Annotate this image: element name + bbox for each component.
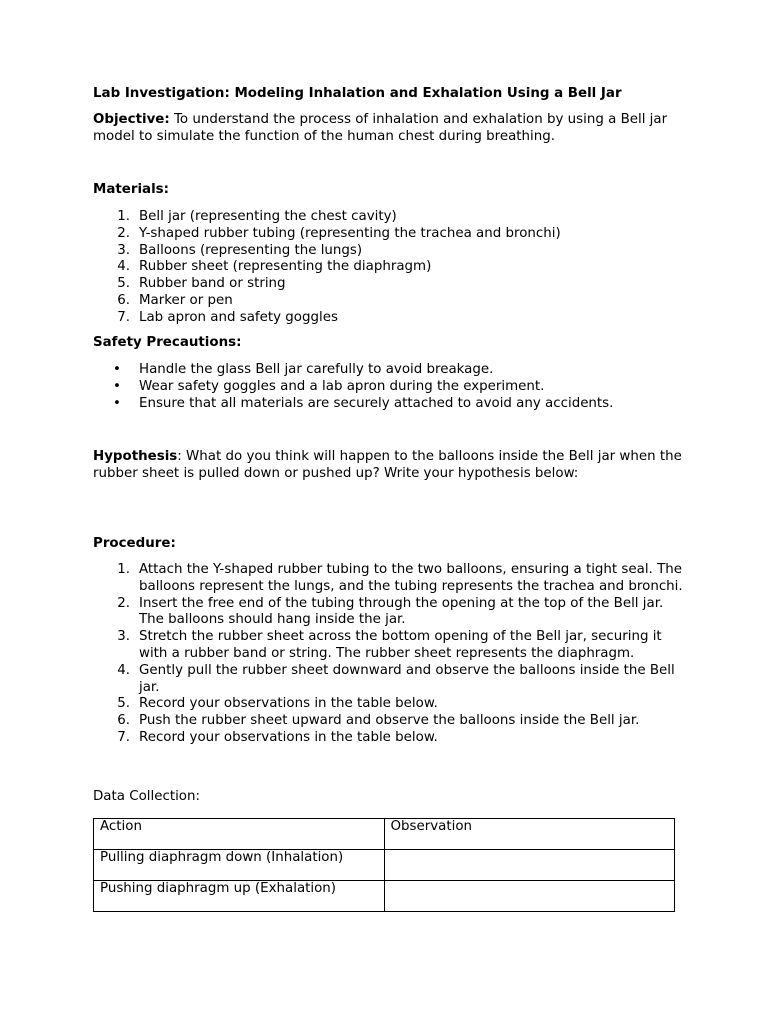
hypothesis-text: : What do you think will happen to the balloons inside the Bell jar when the rubber sheet is pulled down or pushed up? Write your hypothesis below: bbox=[93, 449, 682, 481]
table-cell-empty bbox=[384, 881, 675, 912]
materials-list bbox=[93, 209, 683, 327]
list-number: 2. bbox=[117, 595, 130, 611]
objective-text: To understand the process of inhalation and exhalation by using a Bell jar model to simulate the function of the human chest during breathing. bbox=[93, 112, 668, 144]
bullet-icon: • bbox=[113, 362, 121, 377]
list-item bbox=[93, 243, 683, 260]
list-item bbox=[93, 226, 683, 243]
list-item bbox=[93, 259, 683, 276]
list-number: 4. bbox=[117, 259, 130, 275]
list-item-text: Y-shaped rubber tubing (representing the trachea and bronchi) bbox=[139, 225, 561, 241]
list-item-text: Balloons (representing the lungs) bbox=[139, 242, 363, 258]
list-item-text: Marker or pen bbox=[139, 292, 233, 308]
safety-list bbox=[93, 362, 683, 412]
hypothesis-paragraph bbox=[93, 449, 683, 483]
list-item bbox=[93, 276, 683, 293]
list-item-text: Ensure that all materials are securely attached to avoid any accidents. bbox=[139, 395, 614, 411]
data-collection-table bbox=[93, 818, 675, 912]
list-item-text: Handle the glass Bell jar carefully to avoid breakage. bbox=[139, 362, 494, 377]
list-item-text: Record your observations in the table below. bbox=[139, 729, 438, 745]
safety-heading: Safety Precautions: bbox=[93, 335, 242, 350]
list-number: 6. bbox=[117, 713, 130, 729]
list-item bbox=[93, 730, 683, 747]
data-collection-label: Data Collection: bbox=[93, 789, 200, 804]
table-row bbox=[94, 850, 675, 881]
table-header-row bbox=[94, 819, 675, 850]
table-header-cell: Action bbox=[94, 819, 385, 850]
list-number: 3. bbox=[117, 629, 130, 645]
hypothesis-label: Hypothesis bbox=[93, 449, 178, 464]
table-cell-empty bbox=[384, 850, 675, 881]
table-header-cell: Observation bbox=[384, 819, 675, 850]
list-number: 7. bbox=[117, 729, 130, 745]
list-item bbox=[93, 596, 683, 630]
list-item-text: Bell jar (representing the chest cavity) bbox=[139, 209, 397, 224]
list-number: 2. bbox=[117, 225, 130, 241]
list-item-text: Stretch the rubber sheet across the bottom opening of the Bell jar, securing it with a rubber band or string. The rubber sheet represents the diaphragm. bbox=[139, 629, 662, 661]
list-item-text: Rubber band or string bbox=[139, 276, 286, 292]
list-number: 1. bbox=[117, 209, 130, 224]
list-number: 3. bbox=[117, 242, 130, 258]
list-number: 1. bbox=[117, 562, 130, 577]
bullet-icon: • bbox=[113, 395, 121, 411]
objective-paragraph bbox=[93, 112, 683, 146]
table-row bbox=[94, 881, 675, 912]
table-cell: Pushing diaphragm up (Exhalation) bbox=[94, 881, 385, 912]
list-item bbox=[93, 629, 683, 663]
list-item bbox=[93, 562, 683, 596]
list-item bbox=[93, 209, 683, 226]
bullet-icon: • bbox=[113, 378, 121, 394]
list-item-text: Attach the Y-shaped rubber tubing to the two balloons, ensuring a tight seal. The balloons represent the lungs, and the tubing represents the trachea and bronchi. bbox=[139, 562, 683, 594]
procedure-list bbox=[93, 562, 683, 747]
list-item-text: Rubber sheet (representing the diaphragm) bbox=[139, 259, 432, 275]
objective-label: Objective: bbox=[93, 112, 170, 127]
list-item bbox=[93, 713, 683, 730]
list-item-text: Insert the free end of the tubing through the opening at the top of the Bell jar. The balloons should hang inside the jar. bbox=[139, 595, 664, 628]
list-number: 5. bbox=[117, 696, 130, 712]
list-item bbox=[93, 663, 683, 697]
list-item-text: Wear safety goggles and a lab apron during the experiment. bbox=[139, 378, 545, 394]
list-number: 6. bbox=[117, 292, 130, 308]
list-item bbox=[93, 293, 683, 310]
list-item-text: Push the rubber sheet upward and observe the balloons inside the Bell jar. bbox=[139, 713, 640, 729]
list-number: 5. bbox=[117, 276, 130, 292]
procedure-heading: Procedure: bbox=[93, 536, 176, 551]
list-item bbox=[93, 379, 683, 396]
list-item-text: Lab apron and safety goggles bbox=[139, 309, 338, 325]
list-item bbox=[93, 310, 683, 327]
list-item-text: Record your observations in the table below. bbox=[139, 696, 438, 712]
materials-heading: Materials: bbox=[93, 182, 169, 197]
list-item bbox=[93, 396, 683, 413]
list-number: 4. bbox=[117, 662, 130, 678]
page-title: Lab Investigation: Modeling Inhalation and Exhalation Using a Bell Jar bbox=[93, 86, 622, 101]
table-cell: Pulling diaphragm down (Inhalation) bbox=[94, 850, 385, 881]
list-item bbox=[93, 362, 683, 379]
list-item bbox=[93, 696, 683, 713]
list-number: 7. bbox=[117, 309, 130, 325]
list-item-text: Gently pull the rubber sheet downward and observe the balloons inside the Bell jar. bbox=[139, 662, 675, 695]
